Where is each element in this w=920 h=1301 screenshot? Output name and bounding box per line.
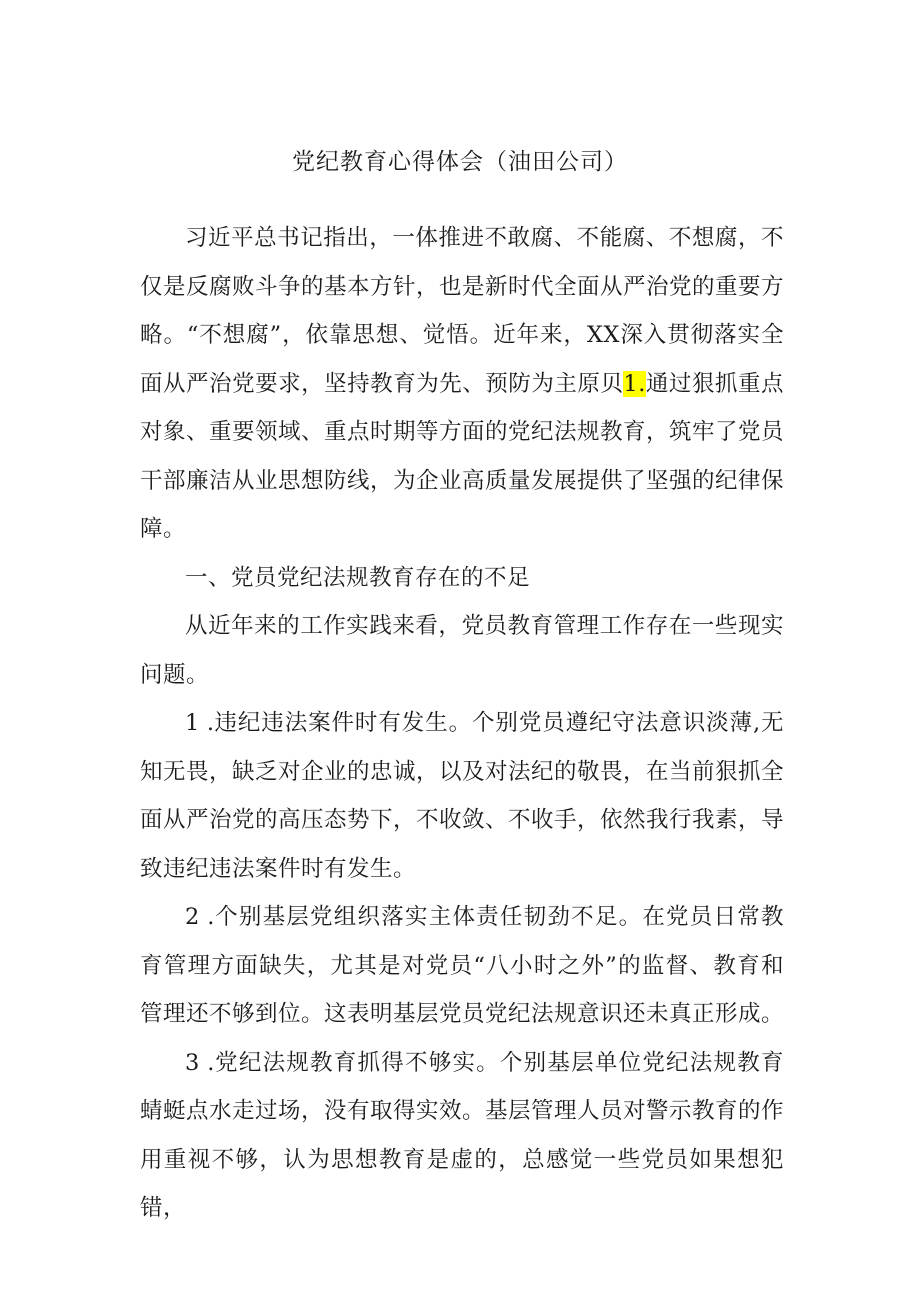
list-item	[140, 1039, 784, 1233]
highlighted-text: 1.	[623, 370, 646, 397]
document-body	[140, 214, 784, 1233]
intro-paragraph	[140, 214, 784, 554]
section-heading: 一、党员党纪法规教育存在的不足	[185, 564, 531, 591]
section-intro-paragraph: 从近年来的工作实践来看，党员教育管理工作存在一些现实问题。	[140, 613, 784, 688]
list-item-text: 个别基层党组织落实主体责任韧劲不足。在党员日常教育管理方面缺失，尤其是对党员“八小时之外”的监督、教育和管理还不够到位。这表明基层党员党纪法规意识还未真正形成。	[140, 904, 785, 1027]
list-item-text: 违纪违法案件时有发生。个别党员遵纪守法意识淡薄,无知无畏，缺乏对企业的忠诚，以及对法纪的敬畏，在当前狠抓全面从严治党的高压态势下，不收敛、不收手，依然我行我素，导致违纪违法案件时有发生。	[140, 710, 785, 882]
list-item-text: 党纪法规教育抓得不够实。个别基层单位党纪法规教育蜻蜓点水走过场，没有取得实效。基层管理人员对警示教育的作用重视不够，认为思想教育是虚的，总感觉一些党员如果想犯错，	[140, 1049, 785, 1221]
intro-text-after: 通过狠抓重点对象、重要领域、重点时期等方面的党纪法规教育，筑牢了党员干部廉洁从业思想防线，为企业高质量发展提供了坚强的纪律保障。	[140, 370, 785, 542]
list-item	[140, 699, 784, 893]
intro-text-before: 习近平总书记指出，一体推进不敢腐、不能腐、不想腐，不仅是反腐败斗争的基本方针，也是新时代全面从严治党的重要方略。“不想腐”，依靠思想、觉悟。近年来，XX深入贯彻落实全面从严治党要求，坚持教育为先、预防为主原贝	[140, 225, 785, 397]
document-title: 党纪教育心得体会（油田公司）	[292, 149, 628, 175]
list-item-number: 2 .	[185, 904, 215, 930]
list-item-number: 1 .	[185, 710, 215, 736]
list-item-number: 3 .	[185, 1049, 215, 1076]
list-item	[140, 893, 784, 1039]
